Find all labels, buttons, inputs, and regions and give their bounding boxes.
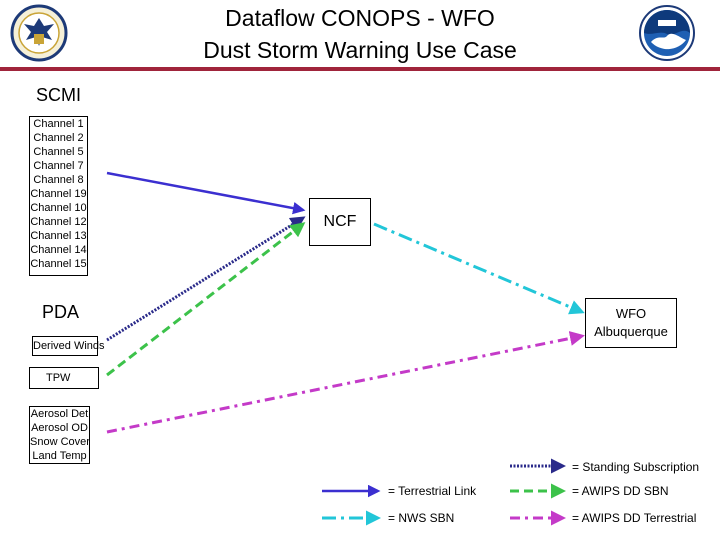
channel-item: Channel 19 [30, 188, 87, 200]
product-item: Aerosol OD [31, 422, 88, 434]
channel-item: Channel 14 [30, 244, 87, 256]
awips-dd-terrestrial-arrow [107, 336, 582, 432]
title-line-1: Dataflow CONOPS - WFO [225, 5, 495, 31]
channel-item: Channel 8 [33, 174, 84, 186]
aerosol-products-box [29, 406, 90, 464]
legend-awips-dd-sbn: = AWIPS DD SBN [572, 484, 669, 498]
legend-terrestrial-link: = Terrestrial Link [388, 484, 477, 498]
tpw-box: TPW [29, 367, 99, 389]
derived-winds-box: Derived Winds [32, 336, 98, 356]
product-item: Land Temp [32, 450, 87, 462]
pda-label: PDA [42, 302, 80, 322]
scmi-channel-box [29, 116, 88, 276]
channel-item: Channel 12 [30, 216, 87, 228]
channel-item: Channel 2 [33, 132, 84, 144]
channel-item: Channel 1 [33, 118, 84, 130]
wfo-albuquerque-node [585, 298, 677, 348]
title-line-2: Dust Storm Warning Use Case [203, 37, 517, 63]
channel-item: Channel 7 [33, 160, 84, 172]
product-item: Snow Cover [30, 436, 90, 448]
channel-item: Channel 13 [30, 230, 87, 242]
wfo-label: WFO [615, 306, 647, 321]
channel-item: Channel 10 [30, 202, 87, 214]
product-item: Aerosol Det [30, 408, 89, 420]
terrestrial-link-arrow [107, 173, 303, 210]
standing-subscription-arrow [107, 218, 303, 340]
ncf-node: NCF [309, 198, 371, 246]
nws-sbn-arrow [374, 224, 582, 312]
legend-standing-subscription: = Standing Subscription [572, 460, 700, 474]
channel-item: Channel 5 [33, 146, 84, 158]
channel-item: Channel 15 [30, 258, 87, 270]
awips-dd-sbn-arrow [107, 224, 303, 375]
scmi-label: SCMI [36, 85, 81, 105]
legend-nws-sbn: = NWS SBN [388, 511, 455, 525]
wfo-location: Albuquerque [594, 324, 668, 339]
legend-awips-dd-terrestrial: = AWIPS DD Terrestrial [572, 511, 697, 525]
